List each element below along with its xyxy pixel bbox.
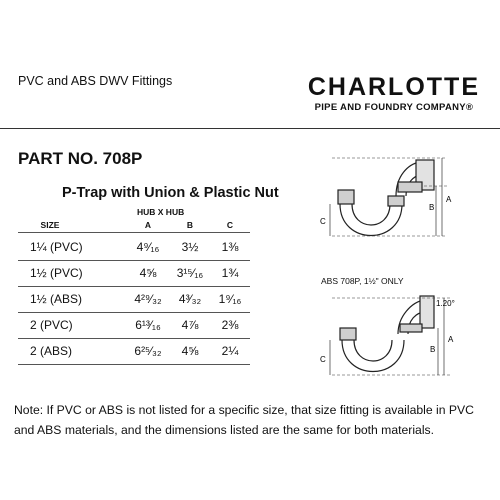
table-row xyxy=(18,236,250,260)
dim-b-cell: 4⅝ xyxy=(181,344,199,358)
dim-a-cell: 4⁹⁄₁₆ xyxy=(136,240,160,254)
size-cell: 1¼ (PVC) xyxy=(30,240,83,254)
table-rule xyxy=(18,260,250,261)
table-row xyxy=(18,288,250,312)
dimension-a-label: A xyxy=(446,195,452,204)
column-header-size: SIZE xyxy=(40,220,60,230)
column-header-c: C xyxy=(226,220,234,230)
table-rule xyxy=(18,286,250,287)
dim-b-cell: 4³⁄₃₂ xyxy=(178,292,202,306)
abs-p-trap-diagram xyxy=(312,290,472,390)
size-cell: 2 (PVC) xyxy=(30,318,73,332)
dim-b-cell: 3¹⁵⁄₁₆ xyxy=(176,266,204,280)
table-row xyxy=(18,340,250,364)
dim-b-cell: 3½ xyxy=(181,240,199,254)
dim-a-cell: 4⅝ xyxy=(139,266,157,280)
size-cell: 2 (ABS) xyxy=(30,344,73,358)
brand-logo xyxy=(308,74,480,113)
table-rule xyxy=(18,312,250,313)
dim-a-cell: 6²⁵⁄₃₂ xyxy=(134,344,162,358)
dimension-a-label: A xyxy=(448,335,454,344)
dimension-b-label: B xyxy=(430,345,436,354)
column-header-b: B xyxy=(186,220,194,230)
document-title: PVC and ABS DWV Fittings xyxy=(18,74,173,88)
table-row xyxy=(18,262,250,286)
brand-name: CHARLOTTE xyxy=(307,73,480,101)
dim-c-cell: 2¼ xyxy=(221,344,239,358)
dimension-c-label: C xyxy=(320,355,326,364)
dim-b-cell: 4⅞ xyxy=(181,318,199,332)
table-rule xyxy=(18,364,250,365)
dim-c-cell: 2⅜ xyxy=(221,318,239,332)
part-number: PART NO. 708P xyxy=(18,149,143,168)
header-divider xyxy=(0,128,500,129)
dim-a-cell: 6¹³⁄₁₆ xyxy=(135,318,161,332)
brand-subtitle: PIPE AND FOUNDRY COMPANY® xyxy=(314,102,474,113)
dimension-b-label: B xyxy=(429,203,435,212)
table-title: P-Trap with Union & Plastic Nut xyxy=(62,185,279,201)
table-rule xyxy=(18,338,250,339)
table-subtitle: HUB X HUB xyxy=(137,207,185,217)
dim-c-cell: 1¾ xyxy=(221,266,239,280)
dim-a-cell: 4²⁹⁄₃₂ xyxy=(134,292,162,306)
table-row xyxy=(18,314,250,338)
column-header-a: A xyxy=(144,220,152,230)
size-cell: 1½ (PVC) xyxy=(30,266,83,280)
dim-c-cell: 1⁹⁄₁₆ xyxy=(218,292,242,306)
footnote: Note: If PVC or ABS is not listed for a specific size, that size fitting is available in PVC and ABS materials, and the dimensions listed are the same for both materials. xyxy=(14,403,474,437)
offset-label: 1.20° xyxy=(436,299,455,308)
dim-c-cell: 1⅜ xyxy=(221,240,239,254)
p-trap-diagram xyxy=(312,146,462,261)
dimension-c-label: C xyxy=(320,217,326,226)
table-rule xyxy=(18,232,250,233)
figure-label: ABS 708P, 1½" ONLY xyxy=(321,276,404,286)
size-cell: 1½ (ABS) xyxy=(30,292,83,306)
